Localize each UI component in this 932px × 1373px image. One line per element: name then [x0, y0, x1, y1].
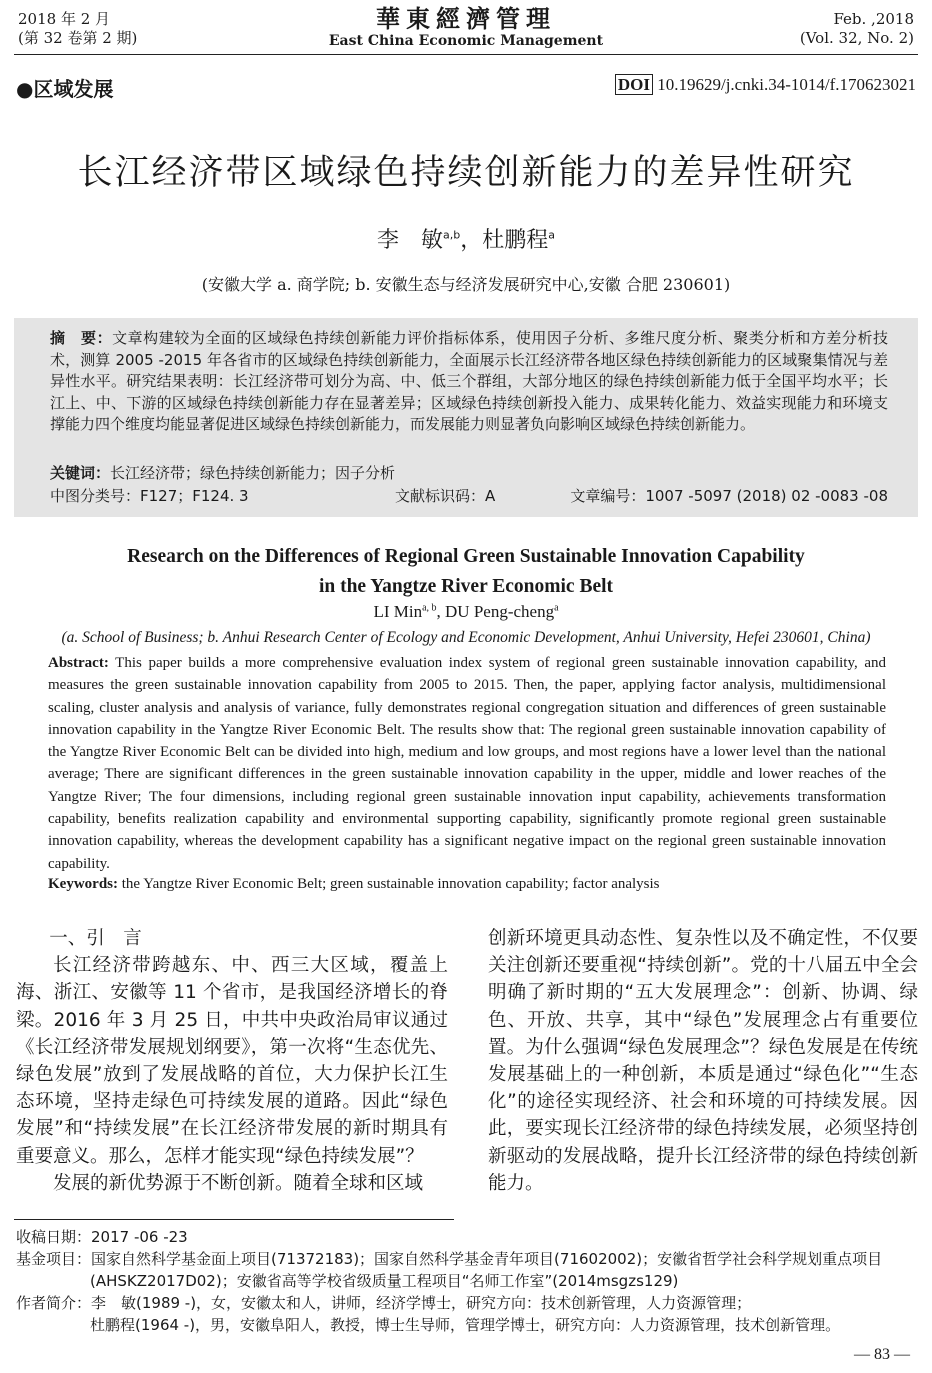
keywords-cn-label: 关键词： — [50, 464, 111, 482]
body-column-left — [16, 925, 448, 1197]
english-author-2-affil: a — [554, 602, 559, 614]
journal-name-cn: 華東經濟管理 — [376, 4, 556, 33]
author-1-affil: a,b — [443, 228, 461, 242]
english-abstract — [48, 652, 886, 875]
keywords-cn — [50, 462, 395, 483]
body-paragraph: 发展的新优势源于不断创新。随着全球和区域 — [53, 1172, 424, 1194]
fund-info-line-2: (AHSKZ2017D02)；安徽省高等学校省级质量工程项目“名师工作室”(2014msgzs129) — [90, 1272, 679, 1290]
document-code: 文献标识码：A — [395, 487, 496, 505]
header-date-en: Feb. ,2018 — [833, 10, 914, 28]
clc-number: 中图分类号：F127；F124. 3 — [50, 487, 249, 505]
section-label: ●区域发展 — [16, 77, 114, 101]
english-abstract-label: Abstract: — [48, 655, 109, 671]
abstract-cn-text: 文章构建较为全面的区域绿色持续创新能力评价指标体系，使用因子分析、多维尺度分析、聚类分析和方差分析技术，测算 2005 -2015 年各省市的区域绿色持续创新能力，全面展示长江经济带各地区绿色持续创新能力的区域聚集情况与差异性水平。研究结果表明：长江经济带可划分为高、中、低三个群组，大部分地区的绿色持续创新能力低于全国平均水平；长江上、中、下游的区域绿色持续创新能力存在显著差异；区域绿色持续创新投入能力、成果转化能力、效益实现能力和环境支撑能力四个维度均能显著促进区域绿色持续创新能力，而发展能力则显著负向影响区域绿色持续创新能力。 — [50, 329, 888, 433]
author-2: 杜鹏程 — [482, 228, 549, 253]
english-title-line-2: in the Yangtze River Economic Belt — [318, 576, 614, 597]
body-paragraph: 创新环境更具动态性、复杂性以及不确定性，不仅要关注创新还要重视“持续创新”。党的十八届五中全会明确了新时期的“五大发展理念”：创新、协调、绿色、开放、共享，其中“绿色”发展理念占有重要位置。为什么强调“绿色发展理念”？绿色发展是在传统发展基础上的一种创新，本质是通过“绿色化”“生态化”的途径实现经济、社会和环境的可持续发展。因此，要实现长江经济带的绿色持续发展，必须坚持创新驱动的发展战略，提升长江经济带的绿色持续创新能力。 — [488, 928, 918, 1194]
footnote-divider — [14, 1219, 454, 1220]
journal-name-en: East China Economic Management — [328, 33, 604, 49]
doi-label: DOI — [615, 74, 653, 95]
author-bio-line-1: 作者简介：李 敏(1989 -)，女，安徽太和人，讲师，经济学博士，研究方向：技术创新管理，人力资源管理； — [16, 1294, 752, 1312]
english-authors — [0, 602, 932, 622]
article-number: 文章编号：1007 -5097 (2018) 02 -0083 -08 — [570, 487, 888, 505]
author-1: 李 敏 — [376, 228, 443, 253]
english-author-2: DU Peng-cheng — [445, 602, 555, 621]
header-issue-en — [800, 10, 914, 48]
author-list — [0, 223, 932, 254]
received-date: 收稿日期：2017 -06 -23 — [16, 1228, 188, 1246]
paper-title: 长江经济带区域绿色持续创新能力的差异性研究 — [77, 153, 855, 193]
fund-info-line-1: 基金项目：国家自然科学基金面上项目(71372183)；国家自然科学基金青年项目(71602002)；安徽省哲学社会科学规划重点项目 — [16, 1250, 883, 1268]
english-keywords — [48, 876, 660, 893]
header-volume-en: (Vol. 32, No. 2) — [799, 29, 914, 47]
english-author-separator: , — [436, 602, 446, 621]
header-date-cn: 2018 年 2 月 — [18, 10, 111, 28]
header-divider — [14, 54, 918, 55]
author-separator: ， — [460, 228, 483, 253]
english-keywords-text: the Yangtze River Economic Belt; green sustainable innovation capability; factor analysis — [118, 876, 660, 892]
abstract-cn — [50, 328, 888, 436]
journal-masthead — [0, 6, 932, 50]
header-volume-cn: (第 32 卷第 2 期) — [18, 29, 138, 47]
abstract-cn-label: 摘 要： — [50, 329, 113, 347]
english-author-1-affil: a, b — [422, 602, 437, 614]
english-affiliation: (a. School of Business; b. Anhui Research Center of Ecology and Economic Development, Anhui University, Hefei 230601, China) — [61, 629, 871, 646]
doi-value[interactable]: 10.19629/j.cnki.34-1014/f.170623021 — [657, 75, 916, 94]
body-column-right — [488, 925, 918, 1197]
footnotes — [16, 1226, 922, 1336]
section-heading-introduction: 一、引 言 — [49, 928, 142, 949]
author-2-affil: a — [548, 228, 556, 242]
doi — [615, 75, 916, 95]
body-paragraph: 长江经济带跨越东、中、西三大区域，覆盖上海、浙江、安徽等 11 个省市，是我国经济增长的脊梁。2016 年 3 月 25 日，中共中央政治局审议通过《长江经济带发展规划纲要》，第一次将“生态优先、绿色发展”放到了发展战略的首位，大力保护长江生态环境，坚持走绿色可持续发展的道路。因此“绿色发展”和“持续发展”在长江经济带发展的新时期具有重要意义。那么，怎样才能实现“绿色持续发展”？ — [16, 955, 448, 1167]
english-author-1: LI Min — [373, 602, 423, 621]
keywords-cn-text: 长江经济带；绿色持续创新能力；因子分析 — [110, 464, 396, 482]
english-keywords-label: Keywords: — [48, 876, 118, 892]
page-number: — 83 — — [854, 1346, 910, 1363]
english-title-line-1: Research on the Differences of Regional Green Sustainable Innovation Capability — [127, 546, 805, 567]
english-abstract-text: This paper builds a more comprehensive evaluation index system of regional green sustainable innovation capability, and measures the green sustainable innovation capability from 2005 to 2015. Then, the paper, applying factor analysis, multidimensional scaling, cluster analysis and analysis of variance, fully demonstrates regional congregation situation and differences of green sustainable innovation capability in the Yangtze River Economic Belt. The results show that: The regional green sustainable innovation capability of the Yangtze River Economic Belt can be divided into high, medium and low groups, and most regions have a lower level than the national average; There are significant differences in the green sustainable innovation capability in the upper, middle and lower reaches of the Yangtze River; The four dimensions, including regional green sustainable innovation input capability, achievements transformation capability, benefits realization capability and environmental supporting capability, significantly promote regional green sustainable innovation capability, whereas the development capability has a significant negative impact on the regional green sustainable innovation capability. — [48, 655, 886, 872]
author-bio-line-2: 杜鹏程(1964 -)，男，安徽阜阳人，教授，博士生导师，管理学博士，研究方向：人力资源管理，技术创新管理。 — [90, 1316, 841, 1334]
english-title — [0, 542, 932, 602]
affiliation: (安徽大学 a. 商学院; b. 安徽生态与经济发展研究中心,安徽 合肥 230601) — [201, 275, 731, 294]
